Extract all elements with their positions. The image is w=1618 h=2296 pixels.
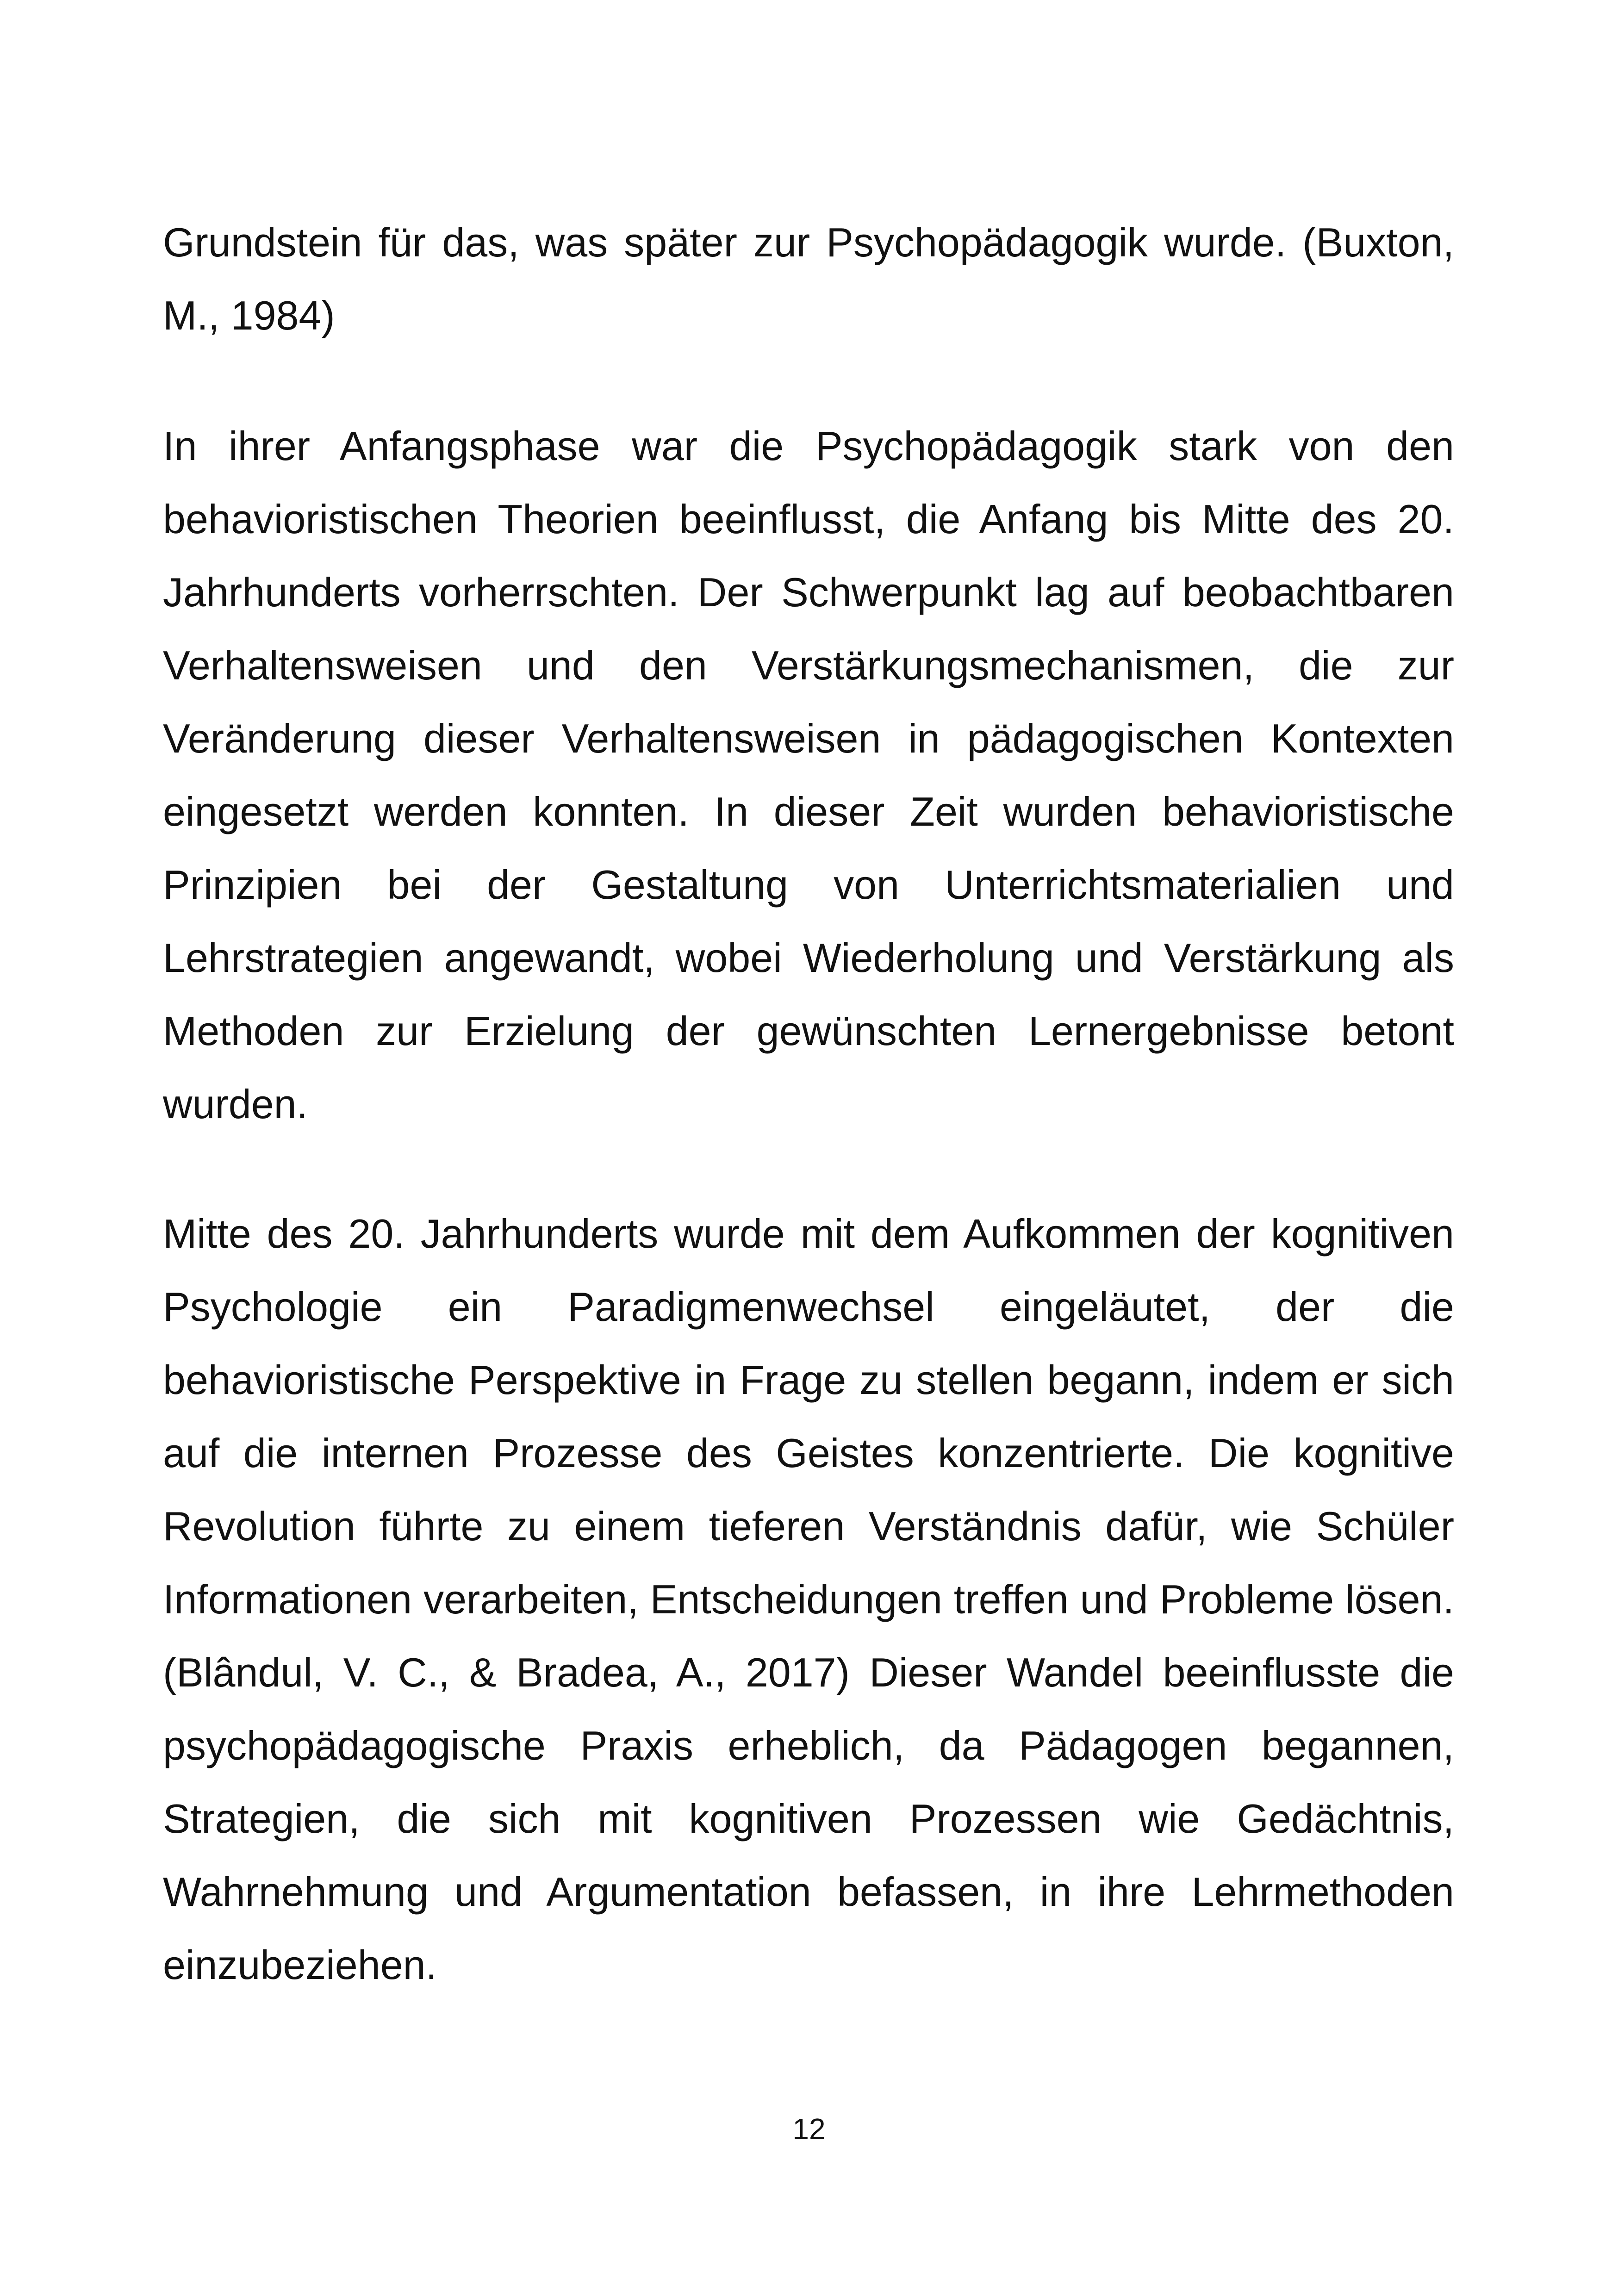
paragraph-3: Mitte des 20. Jahrhunderts wurde mit dem Aufkommen der kognitiven Psychologie ein Paradigmenwechsel eingeläutet, der die behavioristische Perspektive in Frage zu stellen begann, indem er sich auf die internen Prozesse des Geistes konzentrierte. Die kognitive Revolution führte zu einem tieferen Verständnis dafür, wie Schüler Informationen verarbeiten, Entscheidungen treffen und Probleme lösen. (Blândul, V. C., & Bradea, A., 2017) Dieser Wandel beeinflusste die psychopädagogische Praxis erheblich, da Pädagogen begannen, Strategien, die sich mit kognitiven Prozessen wie Gedächtnis, Wahrnehmung und Argumentation befassen, in ihre Lehrmethoden einzubeziehen. bbox=[163, 1211, 1454, 1988]
paragraph-1: Grundstein für das, was später zur Psychopädagogik wurde. (Buxton, M., 1984) bbox=[163, 219, 1454, 338]
page-number: 12 bbox=[792, 2112, 826, 2146]
paragraph-2: In ihrer Anfangsphase war die Psychopädagogik stark von den behavioristischen Theorien beeinflusst, die Anfang bis Mitte des 20. Jahrhunderts vorherrschten. Der Schwerpunkt lag auf beobachtbaren Verhaltensweisen und den Verstärkungsmechanismen, die zur Veränderung dieser Verhaltensweisen in pädagogischen Kontexten eingesetzt werden konnten. In dieser Zeit wurden behavioristische Prinzipien bei der Gestaltung von Unterrichtsmaterialien und Lehrstrategien angewandt, wobei Wiederholung und Verstärkung als Methoden zur Erzielung der gewünschten Lernergebnisse betont wurden. bbox=[163, 423, 1454, 1127]
